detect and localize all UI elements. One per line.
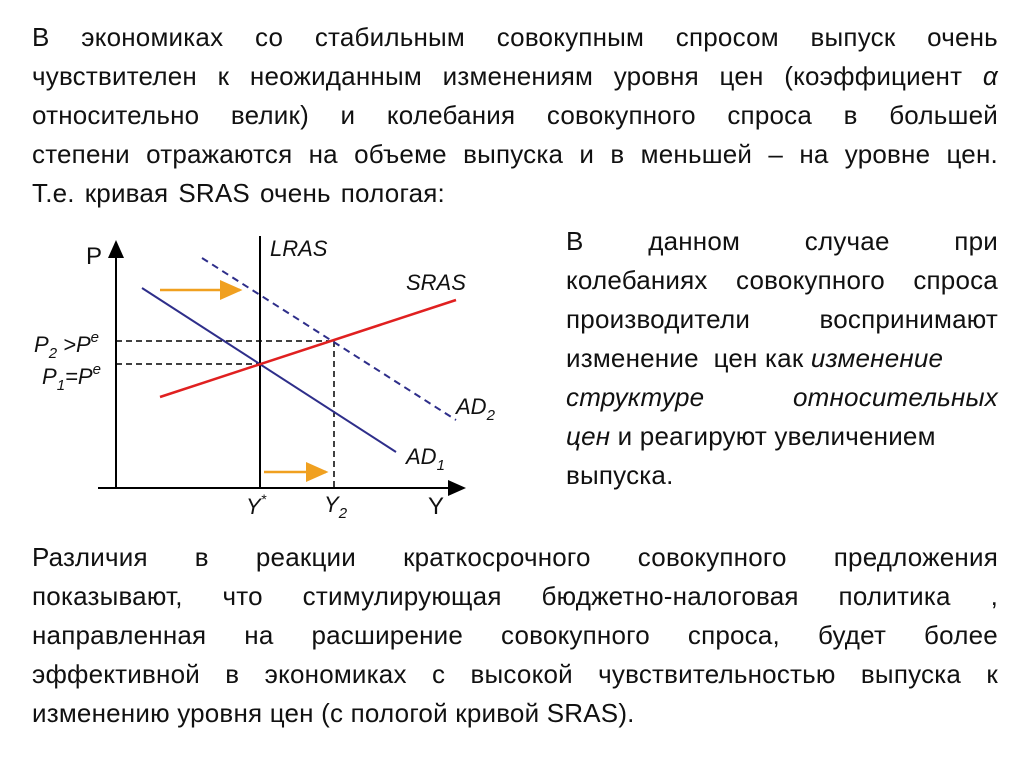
word: (коэффициент	[784, 61, 963, 91]
word: колебаниях	[566, 265, 708, 295]
sras-line	[160, 300, 456, 397]
y-star-letter: Y	[246, 494, 261, 519]
word: экономиках	[264, 659, 407, 689]
word: изменению уровня цен (с пологой кривой SRAS).	[32, 698, 635, 728]
word: спросом	[675, 22, 779, 52]
word: спроса	[727, 100, 813, 130]
word: велик)	[230, 100, 309, 130]
word: выпуск	[810, 22, 896, 52]
word: колебания	[386, 100, 516, 130]
side-paragraph	[566, 222, 998, 495]
italic-word: изменение	[810, 343, 944, 373]
word: очень	[927, 22, 998, 52]
word: Различия	[32, 542, 148, 572]
word: и реагируют увеличением	[610, 421, 936, 451]
word: В	[566, 226, 584, 256]
ad2-label-text: AD	[456, 394, 487, 419]
word: краткосрочного	[403, 542, 591, 572]
side-line-4	[566, 339, 998, 378]
p1-relation: =P	[65, 364, 93, 389]
word: производители	[566, 304, 751, 334]
italic-word: цен	[566, 421, 611, 451]
word: при	[954, 226, 998, 256]
side-line-3	[566, 300, 998, 339]
word: меньшей	[640, 139, 753, 169]
word: политика	[838, 581, 951, 611]
y-axis-label: Y	[428, 493, 445, 520]
bottom-line-1	[32, 538, 998, 577]
word: выпуска	[463, 139, 564, 169]
ad1-label-text: AD	[406, 444, 437, 469]
ad2-label	[454, 394, 496, 424]
italic-word: относительных	[793, 382, 998, 412]
p1-superscript: e	[92, 361, 101, 378]
y2-subscript: 2	[338, 505, 348, 522]
ad1-subscript: 1	[436, 457, 445, 474]
word: в	[843, 100, 858, 130]
word: и	[579, 139, 595, 169]
intro-line-1	[32, 18, 998, 57]
word: что	[222, 581, 263, 611]
word: кривая	[84, 178, 169, 208]
p2-superscript: e	[90, 329, 100, 346]
sras-label: SRAS	[406, 270, 466, 295]
word: совокупного	[637, 542, 787, 572]
word: в	[610, 139, 625, 169]
as-ad-diagram	[20, 222, 520, 522]
word: к	[217, 61, 230, 91]
word: совокупного	[501, 620, 650, 650]
word: с	[432, 659, 446, 689]
word: стимулирующая	[302, 581, 502, 611]
intro-line-3	[32, 96, 998, 135]
intro-line-5	[32, 174, 998, 213]
p2-subscript: 2	[48, 345, 58, 362]
p-axis-label: P	[86, 243, 103, 270]
side-line-6-text	[566, 417, 936, 456]
p2-label	[34, 329, 99, 362]
alpha-symbol: α	[982, 61, 998, 91]
word: выпуска	[860, 659, 962, 689]
word: и	[340, 100, 356, 130]
word: чувствительностью	[598, 659, 836, 689]
word: в	[225, 659, 240, 689]
word: высокой	[470, 659, 573, 689]
word: объеме	[354, 139, 447, 169]
word: эффективной	[32, 659, 200, 689]
intro-line-2	[32, 57, 998, 96]
word: степени	[32, 139, 130, 169]
word: к	[986, 659, 998, 689]
word: на	[244, 620, 274, 650]
lras-label: LRAS	[270, 236, 328, 261]
word: в	[194, 542, 209, 572]
word: чувствителен	[32, 61, 197, 91]
word: Т.е.	[32, 178, 75, 208]
p2-relation: >P	[57, 332, 91, 357]
word: уровне	[844, 139, 931, 169]
side-line-1	[566, 222, 998, 261]
word: цен	[719, 61, 764, 91]
ad2-subscript: 2	[486, 407, 495, 424]
word: на	[799, 139, 829, 169]
word: большей	[889, 100, 998, 130]
word: спроса,	[687, 620, 780, 650]
word: случае	[804, 226, 890, 256]
bottom-line-5	[32, 694, 998, 733]
p2-letter: P	[34, 332, 49, 357]
word: со	[254, 22, 284, 52]
bottom-line-2	[32, 577, 998, 616]
y-star-label	[246, 491, 267, 519]
side-line-4-text	[566, 339, 943, 378]
word: совокупным	[496, 22, 645, 52]
word: очень	[259, 178, 331, 208]
word: на	[308, 139, 338, 169]
word: отражаются	[146, 139, 293, 169]
y2-letter: Y	[324, 492, 339, 517]
side-line-2	[566, 261, 998, 300]
word: стабильным	[314, 22, 465, 52]
word: относительно	[32, 100, 200, 130]
word: совокупного	[736, 265, 885, 295]
word: –	[768, 139, 784, 169]
word: показывают,	[32, 581, 183, 611]
word: воспринимают	[819, 304, 998, 334]
intro-line-4	[32, 135, 998, 174]
p1-label	[42, 361, 101, 394]
word: совокупного	[546, 100, 696, 130]
word: SRAS	[178, 178, 250, 208]
word: направленная	[32, 620, 207, 650]
word: выпуска.	[566, 460, 674, 490]
italic-word: структуре	[566, 382, 705, 412]
intro-paragraph	[32, 18, 998, 213]
word: изменениям	[442, 61, 594, 91]
word: спроса	[913, 265, 998, 295]
p1-subscript: 1	[56, 377, 66, 394]
word: уровня	[613, 61, 699, 91]
word: будет	[817, 620, 887, 650]
bottom-line-4	[32, 655, 998, 694]
word: реакции	[255, 542, 356, 572]
y2-label	[324, 492, 348, 522]
side-line-7	[566, 456, 998, 495]
word: изменение цен как	[566, 343, 811, 373]
ad1-line	[142, 288, 396, 452]
word: бюджетно-налоговая	[541, 581, 799, 611]
bottom-line-3	[32, 616, 998, 655]
word: неожиданным	[249, 61, 422, 91]
word: экономиках	[81, 22, 224, 52]
word: предложения	[833, 542, 998, 572]
bottom-paragraph	[32, 538, 998, 733]
word: ,	[990, 581, 998, 611]
p1-letter: P	[42, 364, 57, 389]
word: расширение	[311, 620, 464, 650]
word: пологая:	[340, 178, 445, 208]
y-star-superscript: *	[260, 491, 267, 507]
word: В	[32, 22, 50, 52]
side-line-6	[566, 417, 998, 456]
word: данном	[648, 226, 741, 256]
word: более	[924, 620, 998, 650]
ad1-label	[404, 444, 445, 474]
word: цен.	[946, 139, 998, 169]
side-line-5	[566, 378, 998, 417]
